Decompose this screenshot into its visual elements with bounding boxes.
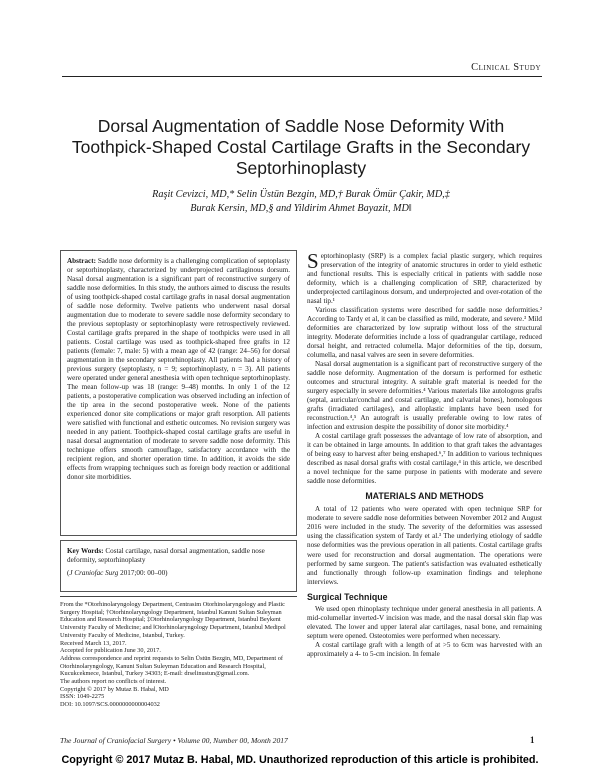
authors-line-2: Burak Kersin, MD,§ and Yildirim Ahmet Bayazit, MD‖ — [190, 202, 412, 214]
methods-heading: MATERIALS AND METHODS — [365, 491, 484, 502]
author-list — [60, 188, 542, 215]
citation-details: 2017;00: 00–00) — [120, 569, 168, 578]
citation-journal: J Craniofac Surg — [69, 569, 119, 578]
footnote-copyright: Copyright © 2017 by Mutaz B. Habal, MD — [60, 685, 169, 693]
footnotes — [60, 601, 297, 709]
intro-paragraph-1: Septorhinoplasty (SRP) is a complex facial plastic surgery, which requires preservation of the integrity of anatomic structures in order to yield esthetic and functional results. This is especially critical in patients with saddle nose deformity, which is a challenging complication of SRP, characterized by underprojected cartilaginous dorsum, and underprojected and over-rotation of the nasal tip.¹ — [307, 249, 542, 306]
intro-paragraph-2: Various classification systems were described for saddle nose deformities.² According to Tardy et al, it can be classified as mild, moderate, and severe.³ Mild deformities are characterized by low supratip without loss of the structural integrity. Moderate deformities include a loss of quadrangular cartilage, reduced dorsal height, and retracted columella. Major deformities of the tip, dorsum, columella, and nasal valves are seen in severe deformities. — [307, 306, 542, 360]
journal-footer: The Journal of Craniofacial Surgery • Volume 00, Number 00, Month 2017 — [60, 736, 288, 745]
keywords-label: Key Words: — [67, 547, 104, 555]
page-number: 1 — [530, 735, 535, 745]
body-column — [307, 249, 542, 659]
footnote-correspondence: Address correspondence and reprint requests to Selin Üstün Bezgin, MD, Department of Otorhinolaryngology, Kanuni Sultan Suleyman Education and Research Hospital, Kucukcekmece, Istanbul, Turkey 34303; E-mail: drselinustun@gmail.com. — [60, 654, 283, 678]
footnote-accepted: Accepted for publication June 30, 2017. — [60, 647, 161, 655]
keywords-box — [60, 540, 297, 592]
surgical-paragraph-2: A costal cartilage graft with a length of at >5 to 6cm was harvested with an approximately a 4- to 5-cm incision. In female — [307, 640, 542, 658]
abstract-box — [60, 250, 297, 536]
footnote-issn: ISSN: 1049-2275 — [60, 693, 105, 701]
intro-paragraph-4: A costal cartilage graft possesses the advantage of low rate of absorption, and it can be obtained in large amounts. In addition to that graft takes the advantages of being easy to harvest after being enshaped.⁶,⁷ In addition to various techniques described as nasal dorsal grafts with costal cartilage,⁴ in this article, we described a novel technique for the same purpose in patients with moderate and severe saddle nose deformities. — [307, 432, 542, 486]
abstract-text: Saddle nose deformity is a challenging complication of septoplasty or septorhinoplasty, characterized by underprojected cartilaginous dorsum. Nasal dorsal augmentation is a significant part of reconstructive surgery of saddle nose deformities. In this study, the authors aimed to discuss the results of using toothpick-shaped costal cartilage grafts in nasal dorsal augmentation of saddle nose deformity. Twelve patients who underwent nasal dorsal augmentation due to moderate to severe saddle nose deformity secondary to the previous septoplasty or septorhinoplasty were retrospectively reviewed. Costal cartilage grafts prepared in the shape of toothpicks were used in all patients. Costal cartilage was used as toothpick-shaped free grafts in 12 patients (female: 7, male: 5) with a mean age of 42 (range: 24–56) for dorsal augmentation in the secondary septorhinoplasty. All patients had a history of previous surgery (septoplasty, n = 9; septorhinoplasty, n = 3). All patients were operated under general anesthesia with open technique septorhinoplasty. The mean follow-up was 18 (range: 9–48) months. In only 1 of the 12 patients, a postoperative complication was observed including an infection of the tip area in the second postoperative week. None of the patients experienced donor site complications or major graft resorption. All patients were satisfied with functional and esthetic outcomes. No revision surgery was needed in any patient. Toothpick-shaped costal cartilage grafts are useful in nasal dorsal augmentation of moderate to severe saddle nose deformity. This technique offers smooth camouflage, satisfactory accordance with the recipient region, and shorter operation time. In addition, it avoids the side effects from wrapping techniques such as foreign body reaction or additional donor site morbidities. — [67, 257, 290, 482]
section-label: Clinical Study — [471, 62, 541, 73]
footnote-rule — [60, 596, 297, 597]
surgical-paragraph-1: We used open rhinoplasty technique under general anesthesia in all patients. A mid-columellar inverted-V incision was made, and the nasal dorsal skin flap was elevated. The lower and upper lateral alar cartilages, nasal bone, and remaining septum were opened. Osteotomies were performed when necessary. — [307, 604, 542, 640]
footnote-conflicts: The authors report no conflicts of interest. — [60, 678, 167, 686]
section-rule — [62, 76, 542, 77]
copyright-banner: Copyright © 2017 Mutaz B. Habal, MD. Unauthorized reproduction of this article is prohibited. — [61, 754, 539, 766]
methods-paragraph-1: A total of 12 patients who were operated with open technique SRP for moderate to severe saddle nose deformities between November 2012 and August 2016 were included in the study. The severity of the deformities was assessed using the classification system of Tardy et al.³ The underlying etiology of saddle nose deformities was the previous operation in all patients. Costal cartilage grafts were used for reconstruction and dorsal augmentation. The operations were performed by same surgeon. The patient's satisfaction was evaluated esthetically and functionally through follow-up examination findings and telephone interviews. — [307, 505, 542, 586]
footnote-received: Received March 13, 2017. — [60, 639, 127, 647]
citation-line: (J Craniofac Surg 2017;00: 00–00) — [67, 569, 168, 578]
surgical-technique-heading: Surgical Technique — [307, 591, 388, 602]
article-title: Dorsal Augmentation of Saddle Nose Deformity With Toothpick-Shaped Costal Cartilage Grafts in the Secondary Septorhinoplasty — [71, 116, 531, 178]
intro-paragraph-3: Nasal dorsal augmentation is a significant part of reconstructive surgery of the saddle nose deformity. Augmentation of the dorsum is performed for esthetic outcomes and structural integrity. A suitable graft material is needed for the surgery especially in severe deformities.⁴ Various materials like autologous grafts (septal, auricular/conchal and costal cartilage, and calvarial bones), homologous grafts (irradiated cartilages), and alloplastic implants have been used for reconstruction.⁴,⁵ An autograft is usually preferable owing to low rates of infection and extrusion despite the possibility of donor site morbidity.⁴ — [307, 360, 542, 432]
abstract-label: Abstract: — [67, 257, 96, 265]
footnote-doi: DOI: 10.1097/SCS.0000000000004032 — [60, 701, 160, 709]
keywords-text: Costal cartilage, nasal dorsal augmentation, saddle nose deformity, septorhinoplasty — [67, 547, 265, 565]
authors-line-1: Raşit Cevizci, MD,* Selin Üstün Bezgin, MD,† Burak Ömür Çakir, MD,‡ — [152, 189, 450, 200]
footnote-affiliations: From the *Otorhinolaryngology Department, Centrasim Otorhinolaryngology and Plastic Surgery Hospital; †Otorhinolaryngology Department, Istanbul Kanuni Sultan Suleyman Education and Research Hospital; ‡Otorhinolaryngology Department, Istanbul Beykent University Faculty of Medicine; and ‖Otorhinolaryngology Department, Istanbul Medipol University Faculty of Medicine, Istanbul, Turkey. — [60, 601, 286, 639]
drop-cap: S — [307, 249, 319, 273]
